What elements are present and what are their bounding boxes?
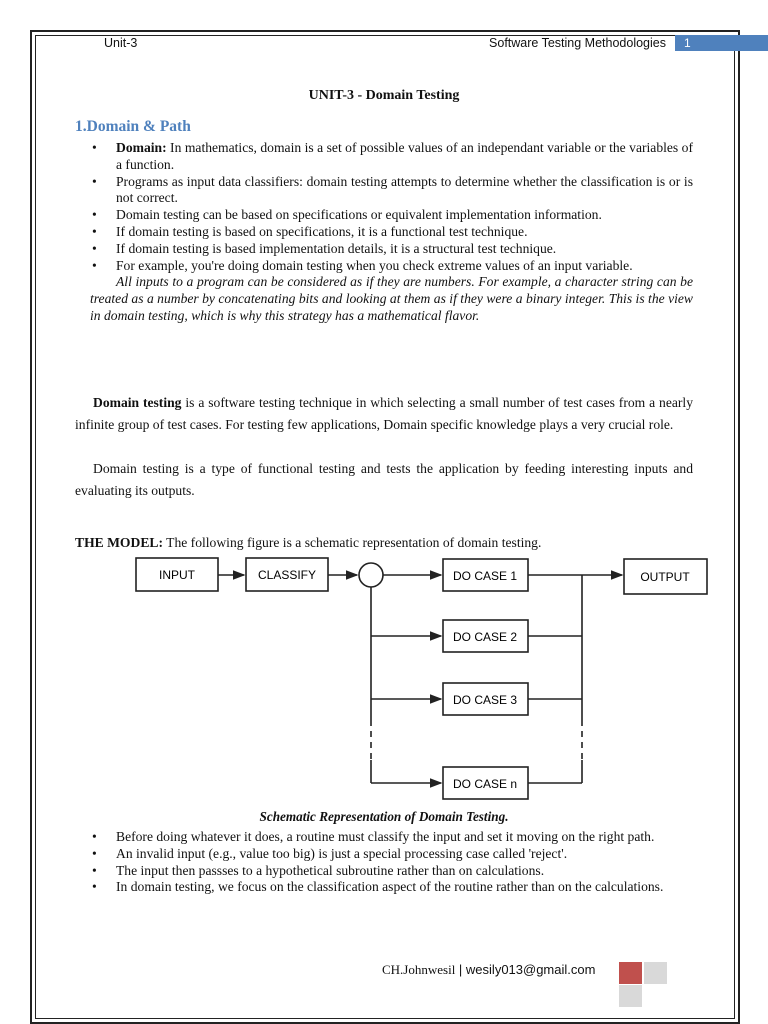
paragraph [75,458,693,502]
paragraph-text: Domain testing is a type of functional testing and tests the application by feeding interesting inputs and evaluating its outputs. [75,461,693,498]
list-item: • In domain testing, we focus on the classification aspect of the routine rather than on the calculations. [90,879,693,896]
list-item [90,140,693,174]
footer-decoration-red [619,962,642,984]
section-heading: 1.Domain & Path [75,118,191,135]
list-item [90,241,693,258]
footer-decoration-gray [644,962,667,984]
section1-content [90,140,693,325]
paragraph-text: is a software testing technique in which selecting a small number of test cases from a nearly infinite group of test cases. For testing few applications, Domain specific knowledge plays a very crucial role. [75,395,693,432]
list-item [90,207,693,224]
page-number: 1 [675,35,768,51]
term: THE MODEL: [75,535,163,550]
footer-email: wesily013@gmail.com [465,962,596,977]
header-course-title: Software Testing Methodologies [489,36,666,50]
footer-author: CH.Johnwesil [382,962,456,977]
model-intro [75,535,541,551]
figure-caption: Schematic Representation of Domain Testing. [259,809,509,824]
paragraph [75,392,693,436]
footer [382,962,595,978]
item-text: If domain testing is based on specifications, it is a functional test technique. [116,223,528,239]
list-item: • Before doing whatever it does, a routine must classify the input and set it moving on the right path. [90,829,693,846]
page-title: UNIT-3 - Domain Testing [308,88,460,103]
case-label: DO CASE 3 [452,693,518,707]
term: Domain testing [93,395,182,410]
footer-decoration-gray [619,985,642,1007]
domain-testing-diagram [120,550,720,805]
case-label: DO CASE 2 [452,630,518,644]
footer-separator: | [455,962,466,977]
decision-node [359,563,383,587]
bullet-list [90,140,693,274]
classify-label: CLASSIFY [257,568,317,582]
list-item [90,258,693,275]
item-text: In mathematics, domain is a set of possible values of an independant variable or the variables of a function. [116,140,693,172]
list-item: • The input then passses to a hypothetical subroutine rather than on calculations. [90,863,693,880]
bullet-list [90,829,693,896]
output-label: OUTPUT [640,570,690,584]
case-label: DO CASE n [452,777,518,791]
list-item [90,174,693,208]
term: Domain: [116,140,167,155]
list-item: • An invalid input (e.g., value too big) is just a special processing case called 'reject'. [90,846,693,863]
italic-note: All inputs to a program can be considered as if they are numbers. For example, a character string can be treated as a number by concatenating bits and looking at them as if they were a binary integer. This is the view in domain testing, which is why this strategy has a mathematical flavor. [90,274,693,323]
header-unit: Unit-3 [104,36,138,50]
case-label: DO CASE 1 [452,569,518,583]
item-text: If domain testing is based implementation details, it is a structural test technique. [116,240,557,256]
item-text: For example, you're doing domain testing when you check extreme values of an input variable. [116,257,633,273]
model-text: The following figure is a schematic representation of domain testing. [163,535,542,550]
list-item [90,224,693,241]
section2-content [90,829,693,896]
item-text: Domain testing can be based on specifications or equivalent implementation information. [116,207,602,223]
input-label: INPUT [159,568,195,582]
item-text: Programs as input data classifiers: domain testing attempts to determine whether the classification is or is not correct. [116,173,693,206]
